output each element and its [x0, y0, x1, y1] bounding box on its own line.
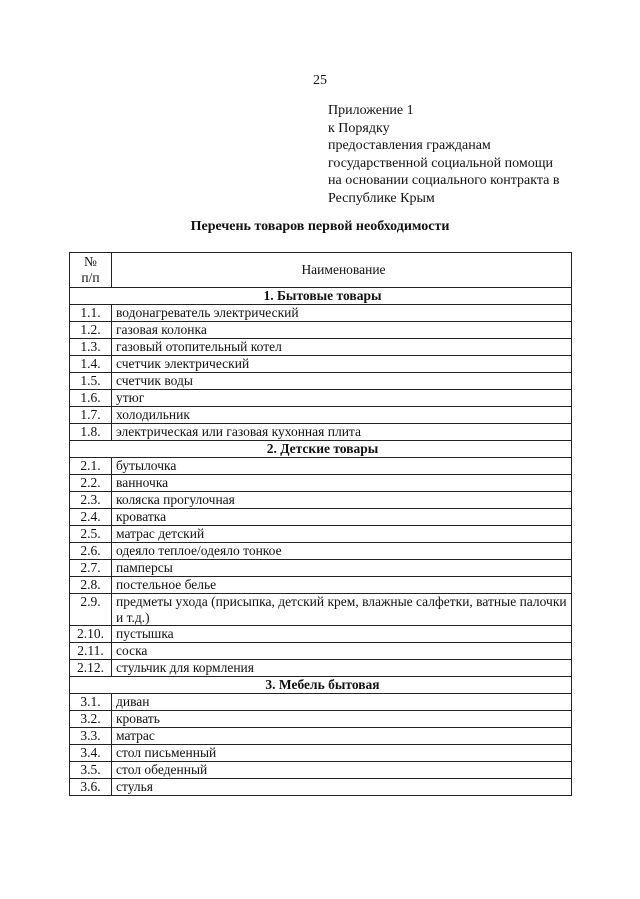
table-row	[70, 660, 572, 677]
item-name: соска	[112, 643, 572, 660]
table-row	[70, 373, 572, 390]
item-number: 1.6.	[70, 390, 112, 407]
item-name: водонагреватель электрический	[112, 305, 572, 322]
appendix-line: Республике Крым	[328, 190, 435, 206]
item-name: стол письменный	[112, 745, 572, 762]
item-number: 1.4.	[70, 356, 112, 373]
page-number: 25	[313, 73, 327, 88]
section-row	[70, 441, 572, 458]
header-number-abbr: п/п	[81, 270, 100, 285]
table-row	[70, 407, 572, 424]
table-row	[70, 356, 572, 373]
item-name: газовая колонка	[112, 322, 572, 339]
item-number: 3.6.	[70, 779, 112, 796]
item-number: 2.9.	[70, 594, 112, 626]
section-row	[70, 288, 572, 305]
item-number: 1.8.	[70, 424, 112, 441]
table-row	[70, 762, 572, 779]
appendix-line: Приложение 1	[328, 103, 414, 118]
table-row	[70, 594, 572, 626]
item-number: 3.4.	[70, 745, 112, 762]
item-number: 2.2.	[70, 475, 112, 492]
item-name: коляска прогулочная	[112, 492, 572, 509]
section-title: 1. Бытовые товары	[70, 288, 572, 305]
item-number: 2.1.	[70, 458, 112, 475]
table-row	[70, 711, 572, 728]
header-number	[70, 253, 112, 288]
appendix-line: государственной социальной помощи	[328, 155, 554, 171]
table-row	[70, 424, 572, 441]
table-row	[70, 543, 572, 560]
table-body	[70, 288, 572, 796]
appendix-line: на основании социального контракта в	[328, 173, 560, 189]
table-row	[70, 694, 572, 711]
table-row	[70, 475, 572, 492]
item-number: 2.7.	[70, 560, 112, 577]
item-number: 3.3.	[70, 728, 112, 745]
section-row	[70, 677, 572, 694]
item-name: матрас детский	[112, 526, 572, 543]
item-name: матрас	[112, 728, 572, 745]
item-name: стол обеденный	[112, 762, 572, 779]
item-name: счетчик воды	[112, 373, 572, 390]
table-row	[70, 779, 572, 796]
table-row	[70, 560, 572, 577]
table-row	[70, 509, 572, 526]
item-number: 2.8.	[70, 577, 112, 594]
item-name: газовый отопительный котел	[112, 339, 572, 356]
item-number: 1.3.	[70, 339, 112, 356]
table-row	[70, 339, 572, 356]
item-number: 2.4.	[70, 509, 112, 526]
item-name: холодильник	[112, 407, 572, 424]
table-row	[70, 643, 572, 660]
goods-table	[69, 252, 572, 796]
item-name: стульчик для кормления	[112, 660, 572, 677]
table-row	[70, 577, 572, 594]
item-number: 2.5.	[70, 526, 112, 543]
item-name: предметы ухода (присыпка, детский крем, влажные салфетки, ватные палочки и т.д.)	[112, 594, 572, 626]
header-number-sign: №	[84, 254, 97, 269]
table-row	[70, 305, 572, 322]
table-row	[70, 728, 572, 745]
appendix-line: к Порядку	[328, 120, 390, 136]
item-name: памперсы	[112, 560, 572, 577]
item-name: пустышка	[112, 626, 572, 643]
item-name: бутылочка	[112, 458, 572, 475]
item-number: 1.5.	[70, 373, 112, 390]
item-number: 2.10.	[70, 626, 112, 643]
item-name: утюг	[112, 390, 572, 407]
section-title: 2. Детские товары	[70, 441, 572, 458]
item-name: одеяло теплое/одеяло тонкое	[112, 543, 572, 560]
item-number: 2.3.	[70, 492, 112, 509]
section-title: 3. Мебель бытовая	[70, 677, 572, 694]
table-row	[70, 322, 572, 339]
item-name: счетчик электрический	[112, 356, 572, 373]
table-row	[70, 745, 572, 762]
item-name: кроватка	[112, 509, 572, 526]
item-number: 3.2.	[70, 711, 112, 728]
item-name: кровать	[112, 711, 572, 728]
table-row	[70, 390, 572, 407]
item-name: постельное белье	[112, 577, 572, 594]
item-number: 2.11.	[70, 643, 112, 660]
item-number: 3.5.	[70, 762, 112, 779]
item-name: ванночка	[112, 475, 572, 492]
table-row	[70, 626, 572, 643]
table-row	[70, 492, 572, 509]
table-row	[70, 526, 572, 543]
item-name: стулья	[112, 779, 572, 796]
item-number: 1.7.	[70, 407, 112, 424]
item-number: 1.1.	[70, 305, 112, 322]
table-header-row	[70, 253, 572, 288]
header-name: Наименование	[112, 253, 572, 288]
item-name: диван	[112, 694, 572, 711]
table-row	[70, 458, 572, 475]
item-number: 3.1.	[70, 694, 112, 711]
appendix-line: предоставления гражданам	[328, 138, 491, 154]
document-title: Перечень товаров первой необходимости	[190, 219, 450, 234]
item-number: 2.12.	[70, 660, 112, 677]
item-name: электрическая или газовая кухонная плита	[112, 424, 572, 441]
appendix-block	[328, 102, 628, 208]
item-number: 1.2.	[70, 322, 112, 339]
item-number: 2.6.	[70, 543, 112, 560]
